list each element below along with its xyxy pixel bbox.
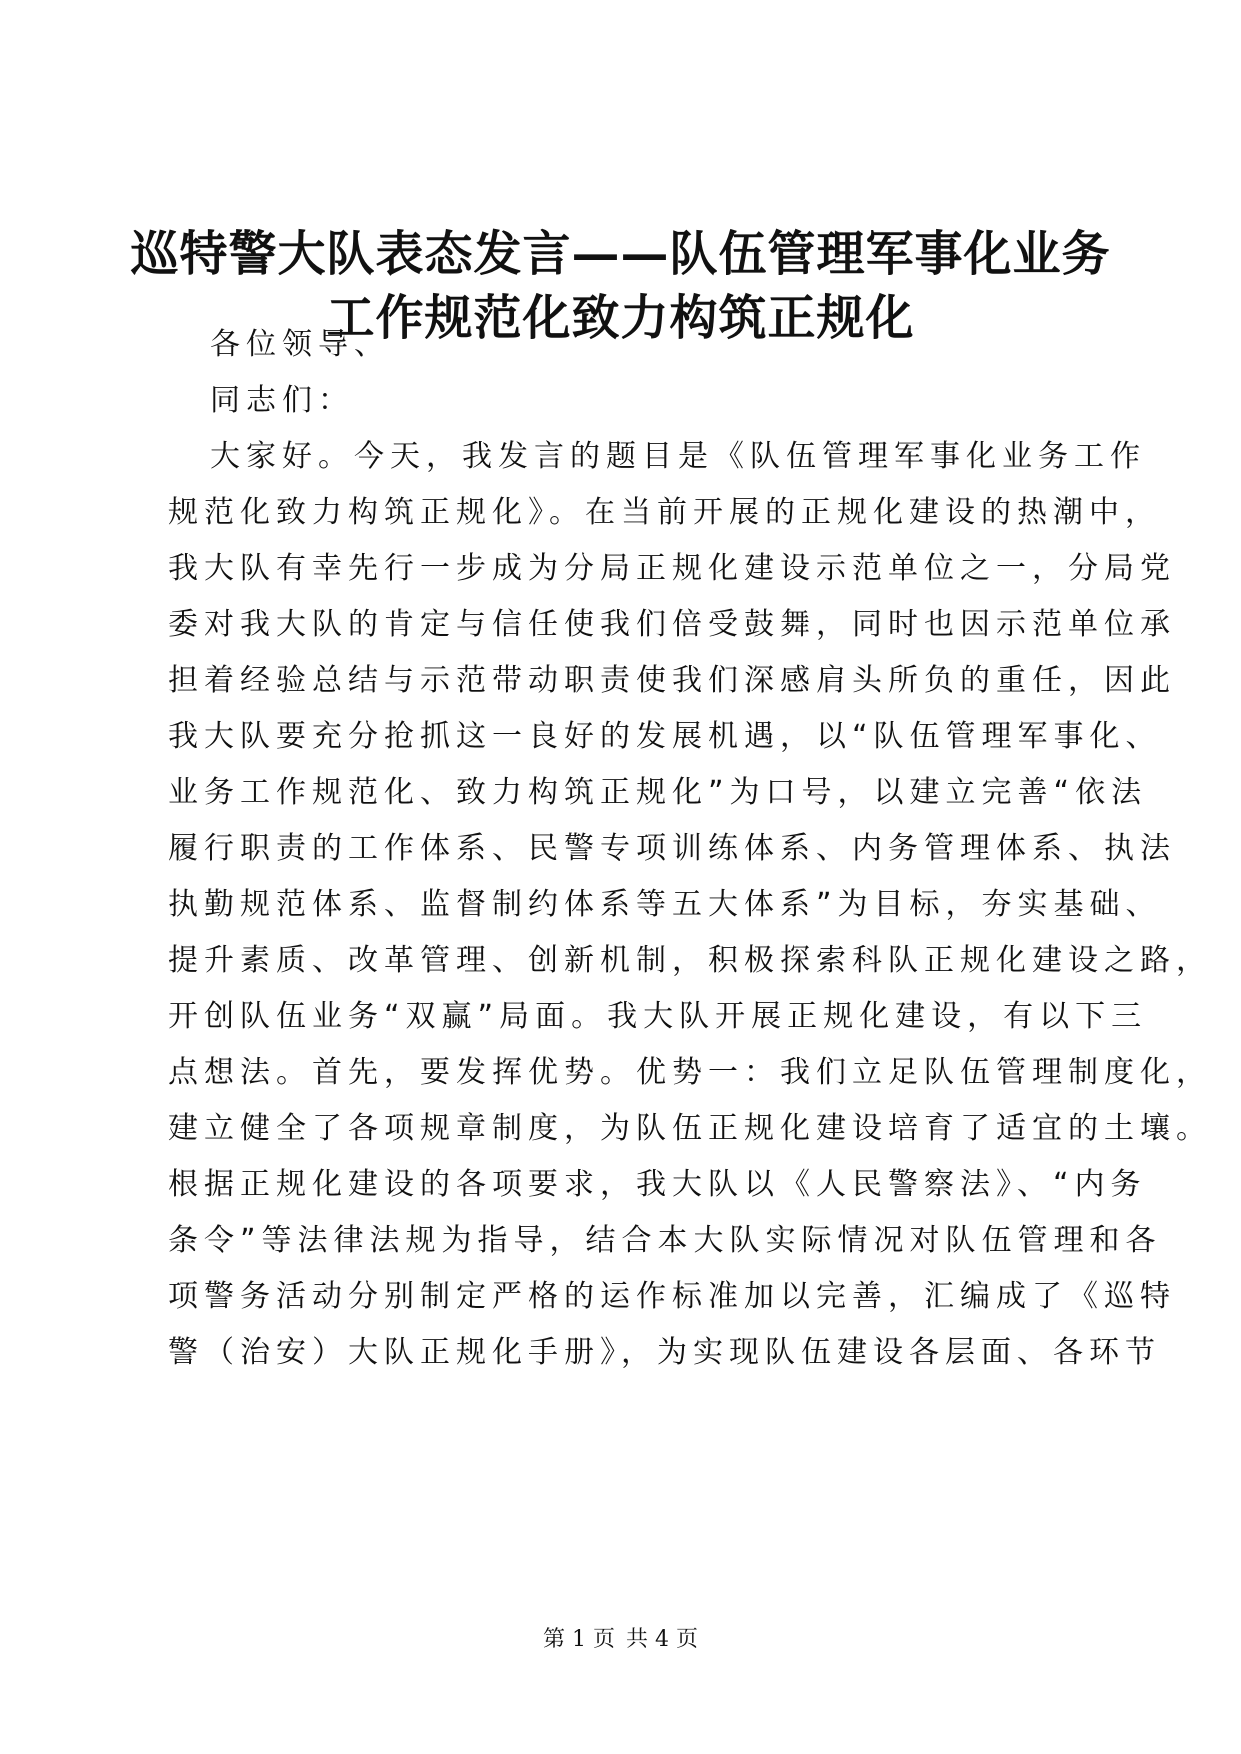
body-line: 警（治安）大队正规化手册》，为实现队伍建设各层面、各环节	[168, 1335, 1161, 1370]
body-line: 开创队伍业务“双赢”局面。我大队开展正规化建设，有以下三	[168, 999, 1148, 1034]
body-line: 担着经验总结与示范带动职责使我们深感肩头所负的重任，因此	[168, 663, 1176, 698]
body-line: 大家好。今天，我发言的题目是《队伍管理军事化业务工作	[210, 439, 1146, 474]
salutation-line-1: 各位领导、	[210, 327, 390, 362]
body-line: 建立健全了各项规章制度，为队伍正规化建设培育了适宜的土壤。	[168, 1111, 1212, 1146]
body-line: 执勤规范体系、监督制约体系等五大体系”为目标，夯实基础、	[168, 887, 1162, 922]
body-line: 委对我大队的肯定与信任使我们倍受鼓舞，同时也因示范单位承	[168, 607, 1176, 642]
body-line: 规范化致力构筑正规化》。在当前开展的正规化建设的热潮中，	[168, 495, 1161, 530]
document-title-line-2: 工作规范化致力构筑正规化	[326, 290, 915, 346]
page-footer	[0, 1625, 1241, 1655]
body-line: 条令”等法律法规为指导，结合本大队实际情况对队伍管理和各	[168, 1223, 1162, 1258]
body-line: 项警务活动分别制定严格的运作标准加以完善，汇编成了《巡特	[168, 1279, 1176, 1314]
salutation-line-2: 同志们：	[210, 383, 354, 418]
body-line: 点想法。首先，要发挥优势。优势一：我们立足队伍管理制度化，	[168, 1055, 1212, 1090]
document-title-line-1: 巡特警大队表态发言——队伍管理军事化业务	[130, 226, 1111, 282]
body-line: 我大队有幸先行一步成为分局正规化建设示范单位之一，分局党	[168, 551, 1176, 586]
body-line: 履行职责的工作体系、民警专项训练体系、内务管理体系、执法	[168, 831, 1176, 866]
body-line: 我大队要充分抢抓这一良好的发展机遇，以“队伍管理军事化、	[168, 719, 1162, 754]
page-number: 第 1 页	[543, 1627, 615, 1652]
page-total: 共 4 页	[626, 1627, 698, 1652]
body-line: 业务工作规范化、致力构筑正规化”为口号，以建立完善“依法	[168, 775, 1148, 810]
body-line: 提升素质、改革管理、创新机制，积极探索科队正规化建设之路，	[168, 943, 1212, 978]
body-line: 根据正规化建设的各项要求，我大队以《人民警察法》、“内务	[168, 1167, 1147, 1202]
